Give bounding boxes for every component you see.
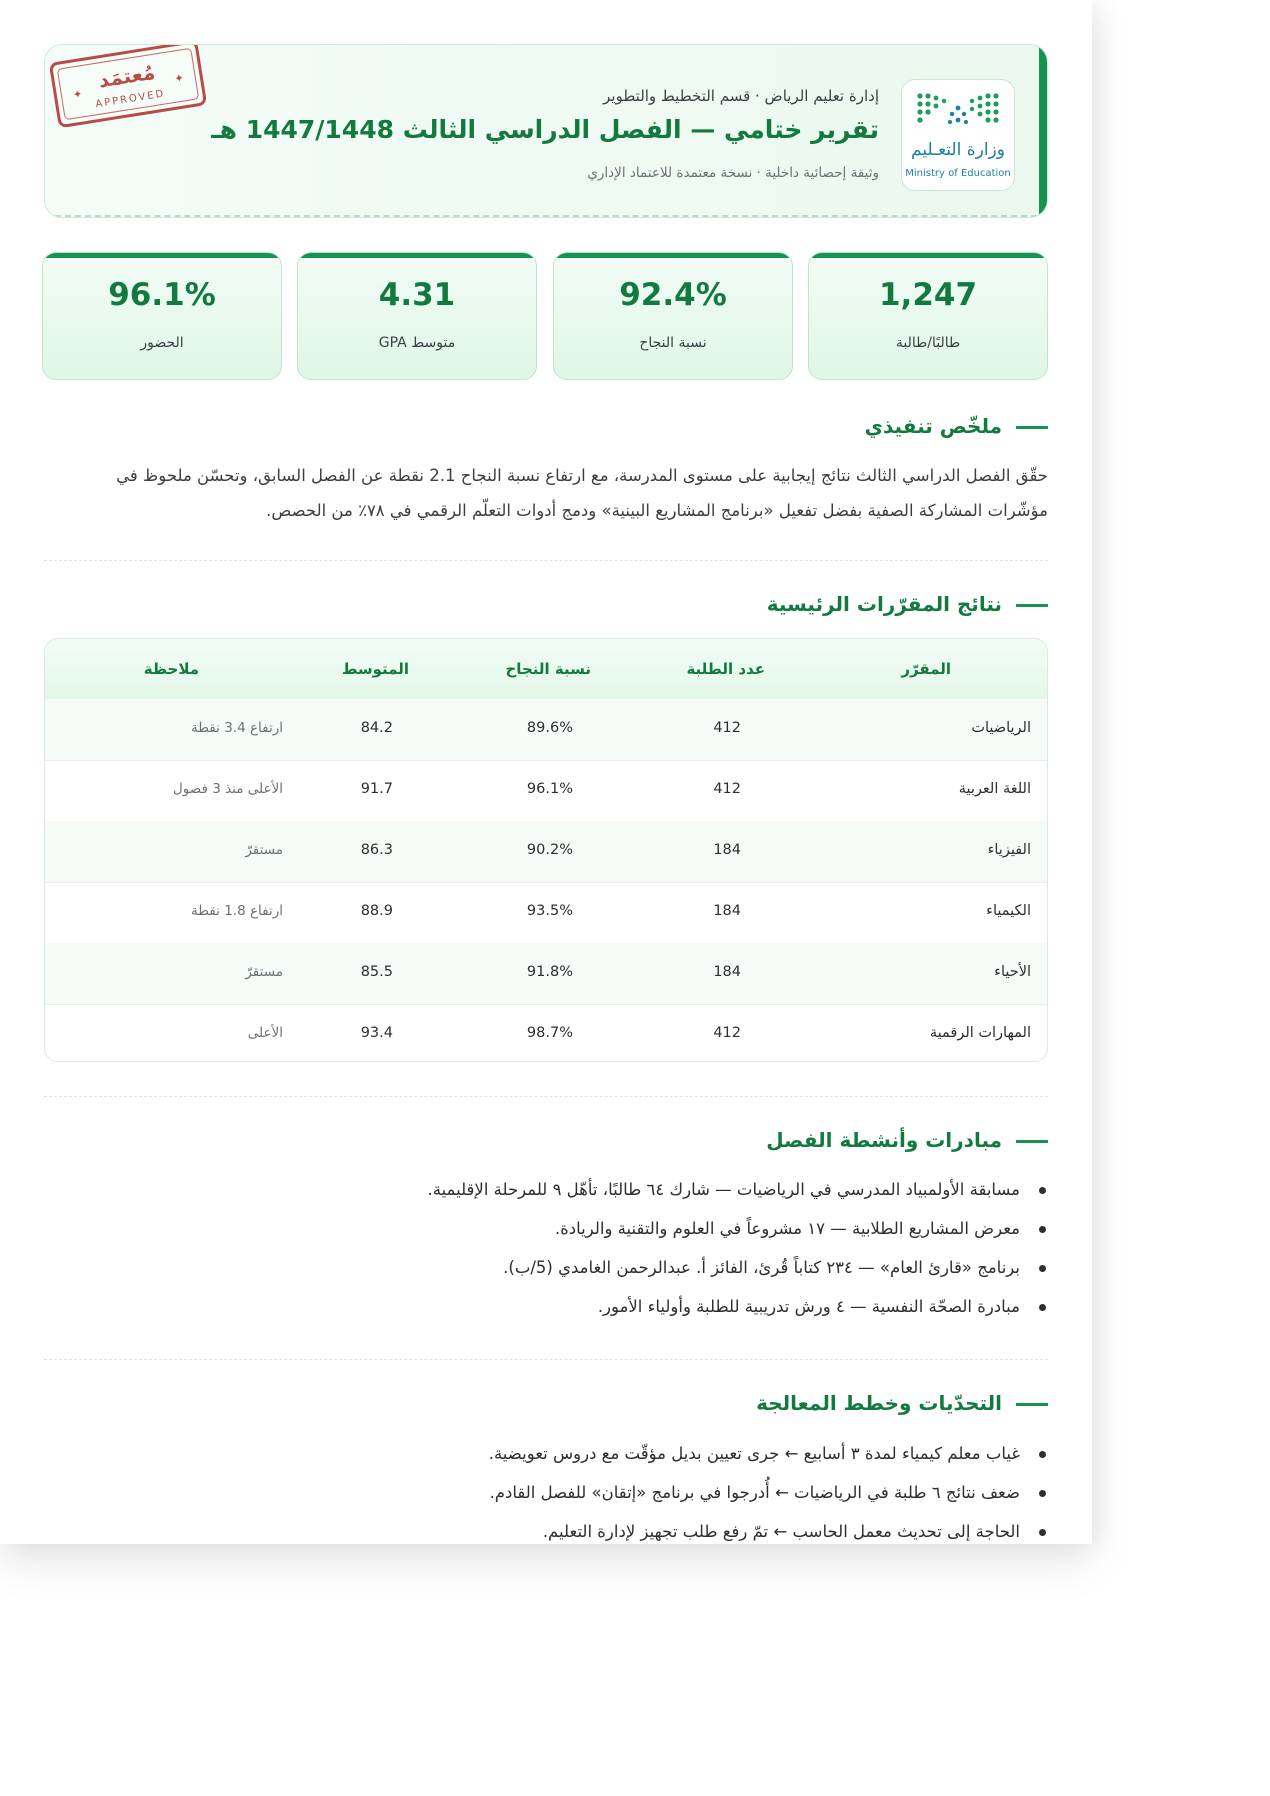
table-cell-pass: 96.1% — [526, 781, 573, 797]
table-cell-students: 412 — [713, 781, 741, 797]
list-item: برنامج «قارئ العام» — ٢٣٤ كتاباً قُرئ، الفائز أ. عبدالرحمن الغامدي (5/ب). — [44, 1254, 1048, 1293]
stamp-arabic-text: مُعتمَد — [96, 59, 157, 93]
table-cell-course: الرياضيات — [971, 720, 1031, 736]
table-cell-note: مستقرّ — [245, 964, 283, 980]
table-cell-avg: 86.3 — [360, 842, 393, 858]
logo-arabic-text: وزارة التعـليم — [911, 140, 1005, 160]
table-row — [45, 882, 1047, 944]
section-dash-icon — [1016, 1140, 1048, 1143]
kpi-value: 4.31 — [378, 277, 456, 313]
column-header-students: عدد الطلبة — [686, 660, 765, 678]
kpi-label: طالبًا/طالبة — [895, 335, 961, 351]
table-cell-students: 412 — [713, 1025, 741, 1041]
section-title-challenges: التحدّيات وخطط المعالجة — [756, 1391, 1048, 1415]
table-cell-note: الأعلى منذ 3 فصول — [172, 781, 283, 797]
column-header-pass: نسبة النجاح — [505, 660, 591, 678]
stamp-star-icon: ✦ — [173, 71, 185, 86]
section-title-summary: ملخّص تنفيذي — [865, 414, 1048, 438]
kpi-cards — [44, 252, 1048, 382]
section-dash-icon — [1016, 1403, 1048, 1406]
summary-line: حقّق الفصل الدراسي الثالث نتائج إيجابية على مستوى المدرسة، مع ارتفاع نسبة النجاح 2.1 نقطة عن الفصل السابق، وتحسّن ملحوظ في — [116, 466, 1048, 485]
column-header-course: المقرّر — [901, 660, 951, 678]
list-item: ضعف نتائج ٦ طلبة في الرياضيات ← أُدرجوا في برنامج «إتقان» للفصل القادم. — [44, 1479, 1048, 1518]
report-header — [44, 44, 1048, 218]
section-dash-icon — [1016, 426, 1048, 429]
table-cell-course: المهارات الرقمية — [929, 1025, 1031, 1041]
table-cell-avg: 85.5 — [360, 964, 393, 980]
table-cell-pass: 93.5% — [526, 903, 573, 919]
kpi-card-gpa — [297, 252, 537, 380]
kpi-value: 92.4% — [619, 277, 727, 313]
table-cell-students: 184 — [713, 903, 741, 919]
table-header-row — [45, 639, 1047, 700]
kpi-label: الحضور — [140, 335, 184, 351]
initiatives-list — [44, 1176, 1048, 1332]
table-cell-note: ارتفاع 3.4 نقطة — [190, 720, 283, 736]
table-cell-students: 184 — [713, 842, 741, 858]
header-accent-bar — [1039, 45, 1047, 217]
table-cell-note: ارتفاع 1.8 نقطة — [190, 903, 283, 919]
table-cell-pass: 91.8% — [526, 964, 573, 980]
table-cell-note: مستقرّ — [245, 842, 283, 858]
table-cell-avg: 93.4 — [360, 1025, 393, 1041]
report-subtitle: وثيقة إحصائية داخلية · نسخة معتمدة للاعتماد الإداري — [587, 165, 879, 181]
kpi-label: نسبة النجاح — [639, 335, 707, 351]
department-line: إدارة تعليم الرياض · قسم التخطيط والتطوير — [603, 87, 879, 105]
list-item: مسابقة الأولمبياد المدرسي في الرياضيات — شارك ٦٤ طالبًا، تأهّل ٩ للمرحلة الإقليمية. — [44, 1176, 1048, 1215]
summary-paragraph — [44, 458, 1048, 528]
kpi-card-pass-rate — [553, 252, 793, 380]
table-cell-pass: 90.2% — [526, 842, 573, 858]
section-dash-icon — [1016, 604, 1048, 607]
report-title: تقرير ختامي — الفصل الدراسي الثالث 1447/1448 هـ — [211, 115, 879, 144]
table-cell-pass: 89.6% — [526, 720, 573, 736]
table-cell-course: الفيزياء — [987, 842, 1031, 858]
table-row — [45, 699, 1047, 761]
table-cell-avg: 91.7 — [360, 781, 393, 797]
table-row — [45, 943, 1047, 1005]
kpi-card-students — [808, 252, 1048, 380]
table-row — [45, 821, 1047, 883]
column-header-average: المتوسط — [341, 660, 409, 678]
list-item: غياب معلم كيمياء لمدة ٣ أسابيع ← جرى تعيين بديل مؤقّت مع دروس تعويضية. — [44, 1440, 1048, 1479]
section-title-initiatives: مبادرات وأنشطة الفصل — [766, 1128, 1048, 1152]
list-item: معرض المشاريع الطلابية — ١٧ مشروعاً في العلوم والتقنية والريادة. — [44, 1215, 1048, 1254]
table-cell-students: 184 — [713, 964, 741, 980]
kpi-value: 1,247 — [878, 277, 978, 313]
list-item: الحاجة إلى تحديث معمل الحاسب ← تمّ رفع طلب تجهيز لإدارة التعليم. — [44, 1518, 1048, 1544]
stamp-star-icon: ✦ — [72, 87, 84, 102]
table-cell-course: الكيمياء — [986, 903, 1031, 919]
table-cell-avg: 88.9 — [360, 903, 393, 919]
summary-line: مؤشّرات المشاركة الصفية بفضل تفعيل «برنامج المشاريع البينية» ودمج أدوات التعلّم الرقمي في ٧٨٪ من الحصص. — [266, 501, 1048, 520]
list-item: مبادرة الصحّة النفسية — ٤ ورش تدريبية للطلبة وأولياء الأمور. — [44, 1293, 1048, 1332]
ministry-logo-icon — [912, 90, 1004, 130]
section-divider — [44, 1359, 1048, 1360]
table-cell-course: الأحياء — [994, 964, 1031, 980]
challenges-list — [44, 1440, 1048, 1544]
section-divider — [44, 560, 1048, 561]
kpi-value: 96.1% — [108, 277, 216, 313]
logo-english-text: Ministry of Education — [905, 168, 1011, 179]
courses-table — [44, 638, 1048, 1062]
table-row — [45, 760, 1047, 822]
ministry-logo — [901, 79, 1015, 191]
table-cell-avg: 84.2 — [360, 720, 393, 736]
table-cell-students: 412 — [713, 720, 741, 736]
table-row — [45, 1004, 1047, 1062]
section-title-courses: نتائج المقرّرات الرئيسية — [767, 592, 1048, 616]
approved-stamp — [49, 44, 207, 128]
kpi-label: متوسط GPA — [378, 335, 456, 351]
table-cell-note: الأعلى — [247, 1025, 283, 1041]
table-cell-pass: 98.7% — [526, 1025, 573, 1041]
kpi-card-attendance — [42, 252, 282, 380]
section-divider — [44, 1096, 1048, 1097]
table-cell-course: اللغة العربية — [958, 781, 1031, 797]
column-header-note: ملاحظة — [143, 660, 199, 678]
stamp-english-text: APPROVED — [94, 88, 167, 111]
